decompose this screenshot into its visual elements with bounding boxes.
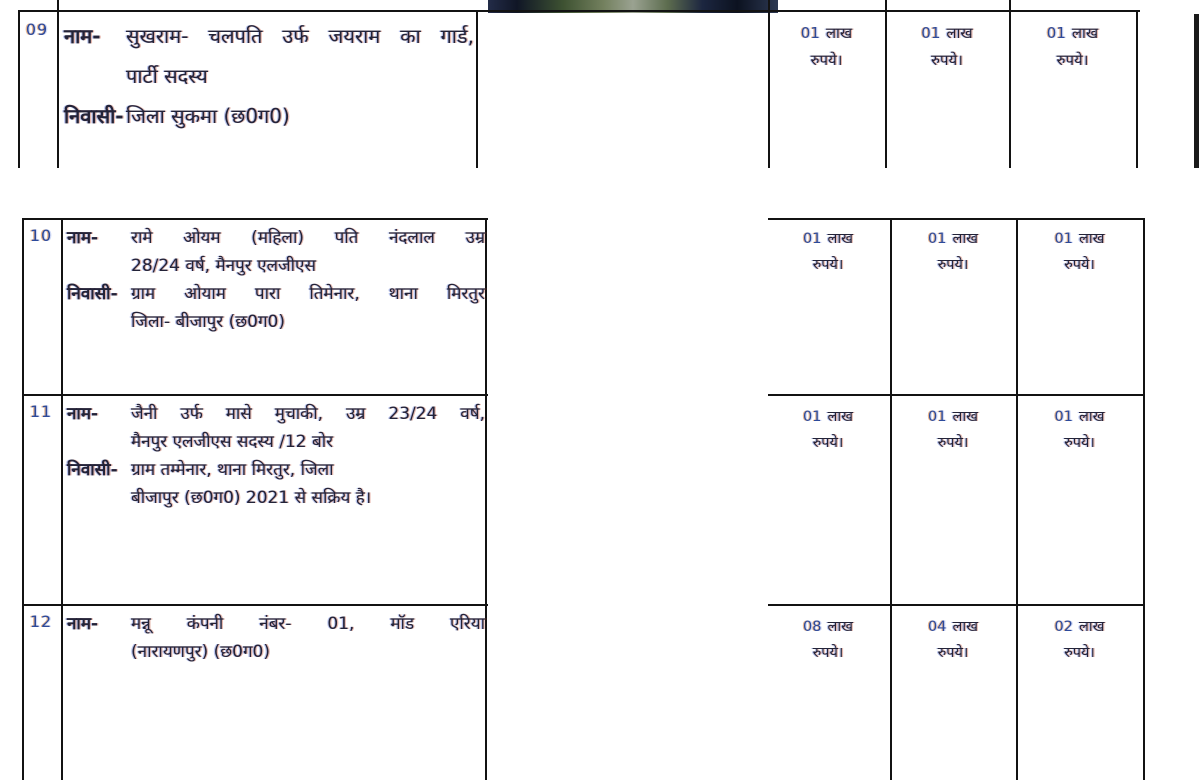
table-border-horizontal [18, 10, 1140, 12]
name-line: मैनपुर एलजीएस सदस्य /12 बोर [131, 432, 334, 452]
amount-unit: लाख [1079, 619, 1105, 635]
name-cell [64, 16, 474, 136]
name-line: पार्टी सदस्य [126, 64, 208, 88]
amount-cell [887, 20, 1007, 74]
amount-value: 01 [800, 24, 820, 42]
name-label: नाम- [67, 614, 99, 634]
amount-currency: रुपये। [937, 645, 969, 661]
resident-line: ग्राम ओयाम पारा तिमेनार, थाना मिरतुर [131, 284, 485, 304]
name-entry [67, 400, 485, 456]
table-border-vertical [57, 0, 59, 10]
amount-unit: लाख [952, 619, 978, 635]
amount-cell [768, 614, 888, 666]
amount-value: 04 [928, 619, 947, 635]
resident-entry [67, 280, 485, 336]
name-label: नाम- [67, 404, 99, 424]
table-border-vertical [61, 218, 63, 780]
amount-currency: रुपये। [1064, 645, 1095, 661]
amount-cell [892, 404, 1014, 456]
name-label: नाम- [64, 24, 101, 48]
resident-label: निवासी- [67, 284, 118, 304]
amount-currency: रुपये। [1064, 435, 1095, 451]
amount-value: 08 [803, 619, 822, 635]
table-border-vertical [485, 218, 487, 780]
amount-currency: रुपये। [812, 645, 844, 661]
amount-value: 01 [928, 231, 947, 247]
name-cell [67, 610, 485, 666]
resident-line: बीजापुर (छ0ग0) 2021 से सक्रिय है। [131, 488, 372, 508]
table-border-horizontal [768, 218, 1145, 220]
name-entry [67, 224, 485, 280]
table-border-vertical [1016, 218, 1018, 780]
amount-unit: लाख [827, 231, 853, 247]
amount-cell [768, 404, 888, 456]
amount-currency: रुपये। [812, 435, 844, 451]
amount-value: 02 [1054, 619, 1073, 635]
amount-unit: लाख [1079, 409, 1105, 425]
amount-value: 01 [1054, 409, 1073, 425]
amount-cell [770, 20, 883, 74]
amount-value: 01 [1046, 24, 1066, 42]
amount-cell [1018, 614, 1141, 666]
amount-unit: लाख [827, 409, 853, 425]
amount-currency: रुपये। [1064, 257, 1095, 273]
resident-line: जिला सुकमा (छ0ग0) [126, 104, 290, 128]
amount-unit: लाख [952, 409, 978, 425]
name-entry [64, 16, 474, 96]
amount-currency: रुपये। [937, 257, 969, 273]
resident-line: जिला- बीजापुर (छ0ग0) [131, 312, 286, 332]
table-border-vertical [57, 10, 59, 168]
amount-cell [1011, 20, 1134, 74]
amount-currency: रुपये। [931, 51, 963, 69]
serial-number: 09 [25, 20, 49, 39]
amount-value: 01 [928, 409, 947, 425]
amount-value: 01 [921, 24, 941, 42]
resident-label: निवासी- [67, 460, 118, 480]
name-cell [67, 400, 485, 512]
table-border-horizontal [22, 394, 488, 396]
name-line: (नारायणपुर) (छ0ग0) [131, 642, 271, 662]
amount-unit: लाख [825, 24, 853, 42]
table-border-vertical [1009, 0, 1011, 10]
amount-value: 01 [803, 409, 822, 425]
amount-unit: लाख [946, 24, 973, 42]
table-border-vertical [476, 10, 478, 168]
amount-cell [1018, 226, 1141, 278]
resident-line: ग्राम तम्मेनार, थाना मिरतुर, जिला [131, 460, 334, 480]
amount-cell [892, 226, 1014, 278]
name-line: रामे ओयम (महिला) पति नंदलाल उम्र [131, 228, 485, 248]
amount-unit: लाख [1079, 231, 1105, 247]
amount-cell [892, 614, 1014, 666]
amount-unit: लाख [1071, 24, 1099, 42]
amount-cell [768, 226, 888, 278]
table-border-vertical [885, 0, 887, 10]
name-cell [67, 224, 485, 336]
table-border-vertical [1143, 218, 1145, 780]
name-entry [67, 610, 485, 666]
table-border-horizontal [768, 604, 1145, 606]
name-line: सुखराम- चलपति उर्फ जयराम का गार्ड, [126, 24, 474, 48]
serial-number: 11 [29, 402, 53, 421]
name-line: जैनी उर्फ मासे मुचाकी, उम्र 23/24 वर्ष, [131, 404, 485, 424]
amount-cell [1018, 404, 1141, 456]
table-border-horizontal [768, 394, 1145, 396]
amount-currency: रुपये। [1056, 51, 1089, 69]
amount-currency: रुपये। [810, 51, 843, 69]
amount-value: 01 [803, 231, 822, 247]
resident-label: निवासी- [64, 104, 124, 128]
table-border-vertical [768, 0, 770, 10]
page-edge-line [1194, 14, 1199, 168]
table-border-vertical [1136, 10, 1138, 168]
serial-number: 12 [29, 612, 53, 631]
table-border-horizontal [22, 604, 488, 606]
table-border-vertical [890, 218, 892, 780]
name-line: मन्नू कंपनी नंबर- 01, मॉड एरिया [131, 614, 485, 634]
name-label: नाम- [67, 228, 99, 248]
amount-unit: लाख [952, 231, 978, 247]
amount-unit: लाख [827, 619, 853, 635]
resident-entry [64, 96, 474, 136]
amount-currency: रुपये। [812, 257, 844, 273]
table-border-horizontal [22, 218, 488, 220]
amount-value: 01 [1054, 231, 1073, 247]
table-border-vertical [22, 218, 24, 780]
amount-currency: रुपये। [937, 435, 969, 451]
name-line: 28/24 वर्ष, मैनपुर एलजीएस [131, 256, 316, 276]
serial-number: 10 [29, 226, 53, 245]
resident-entry [67, 456, 485, 512]
